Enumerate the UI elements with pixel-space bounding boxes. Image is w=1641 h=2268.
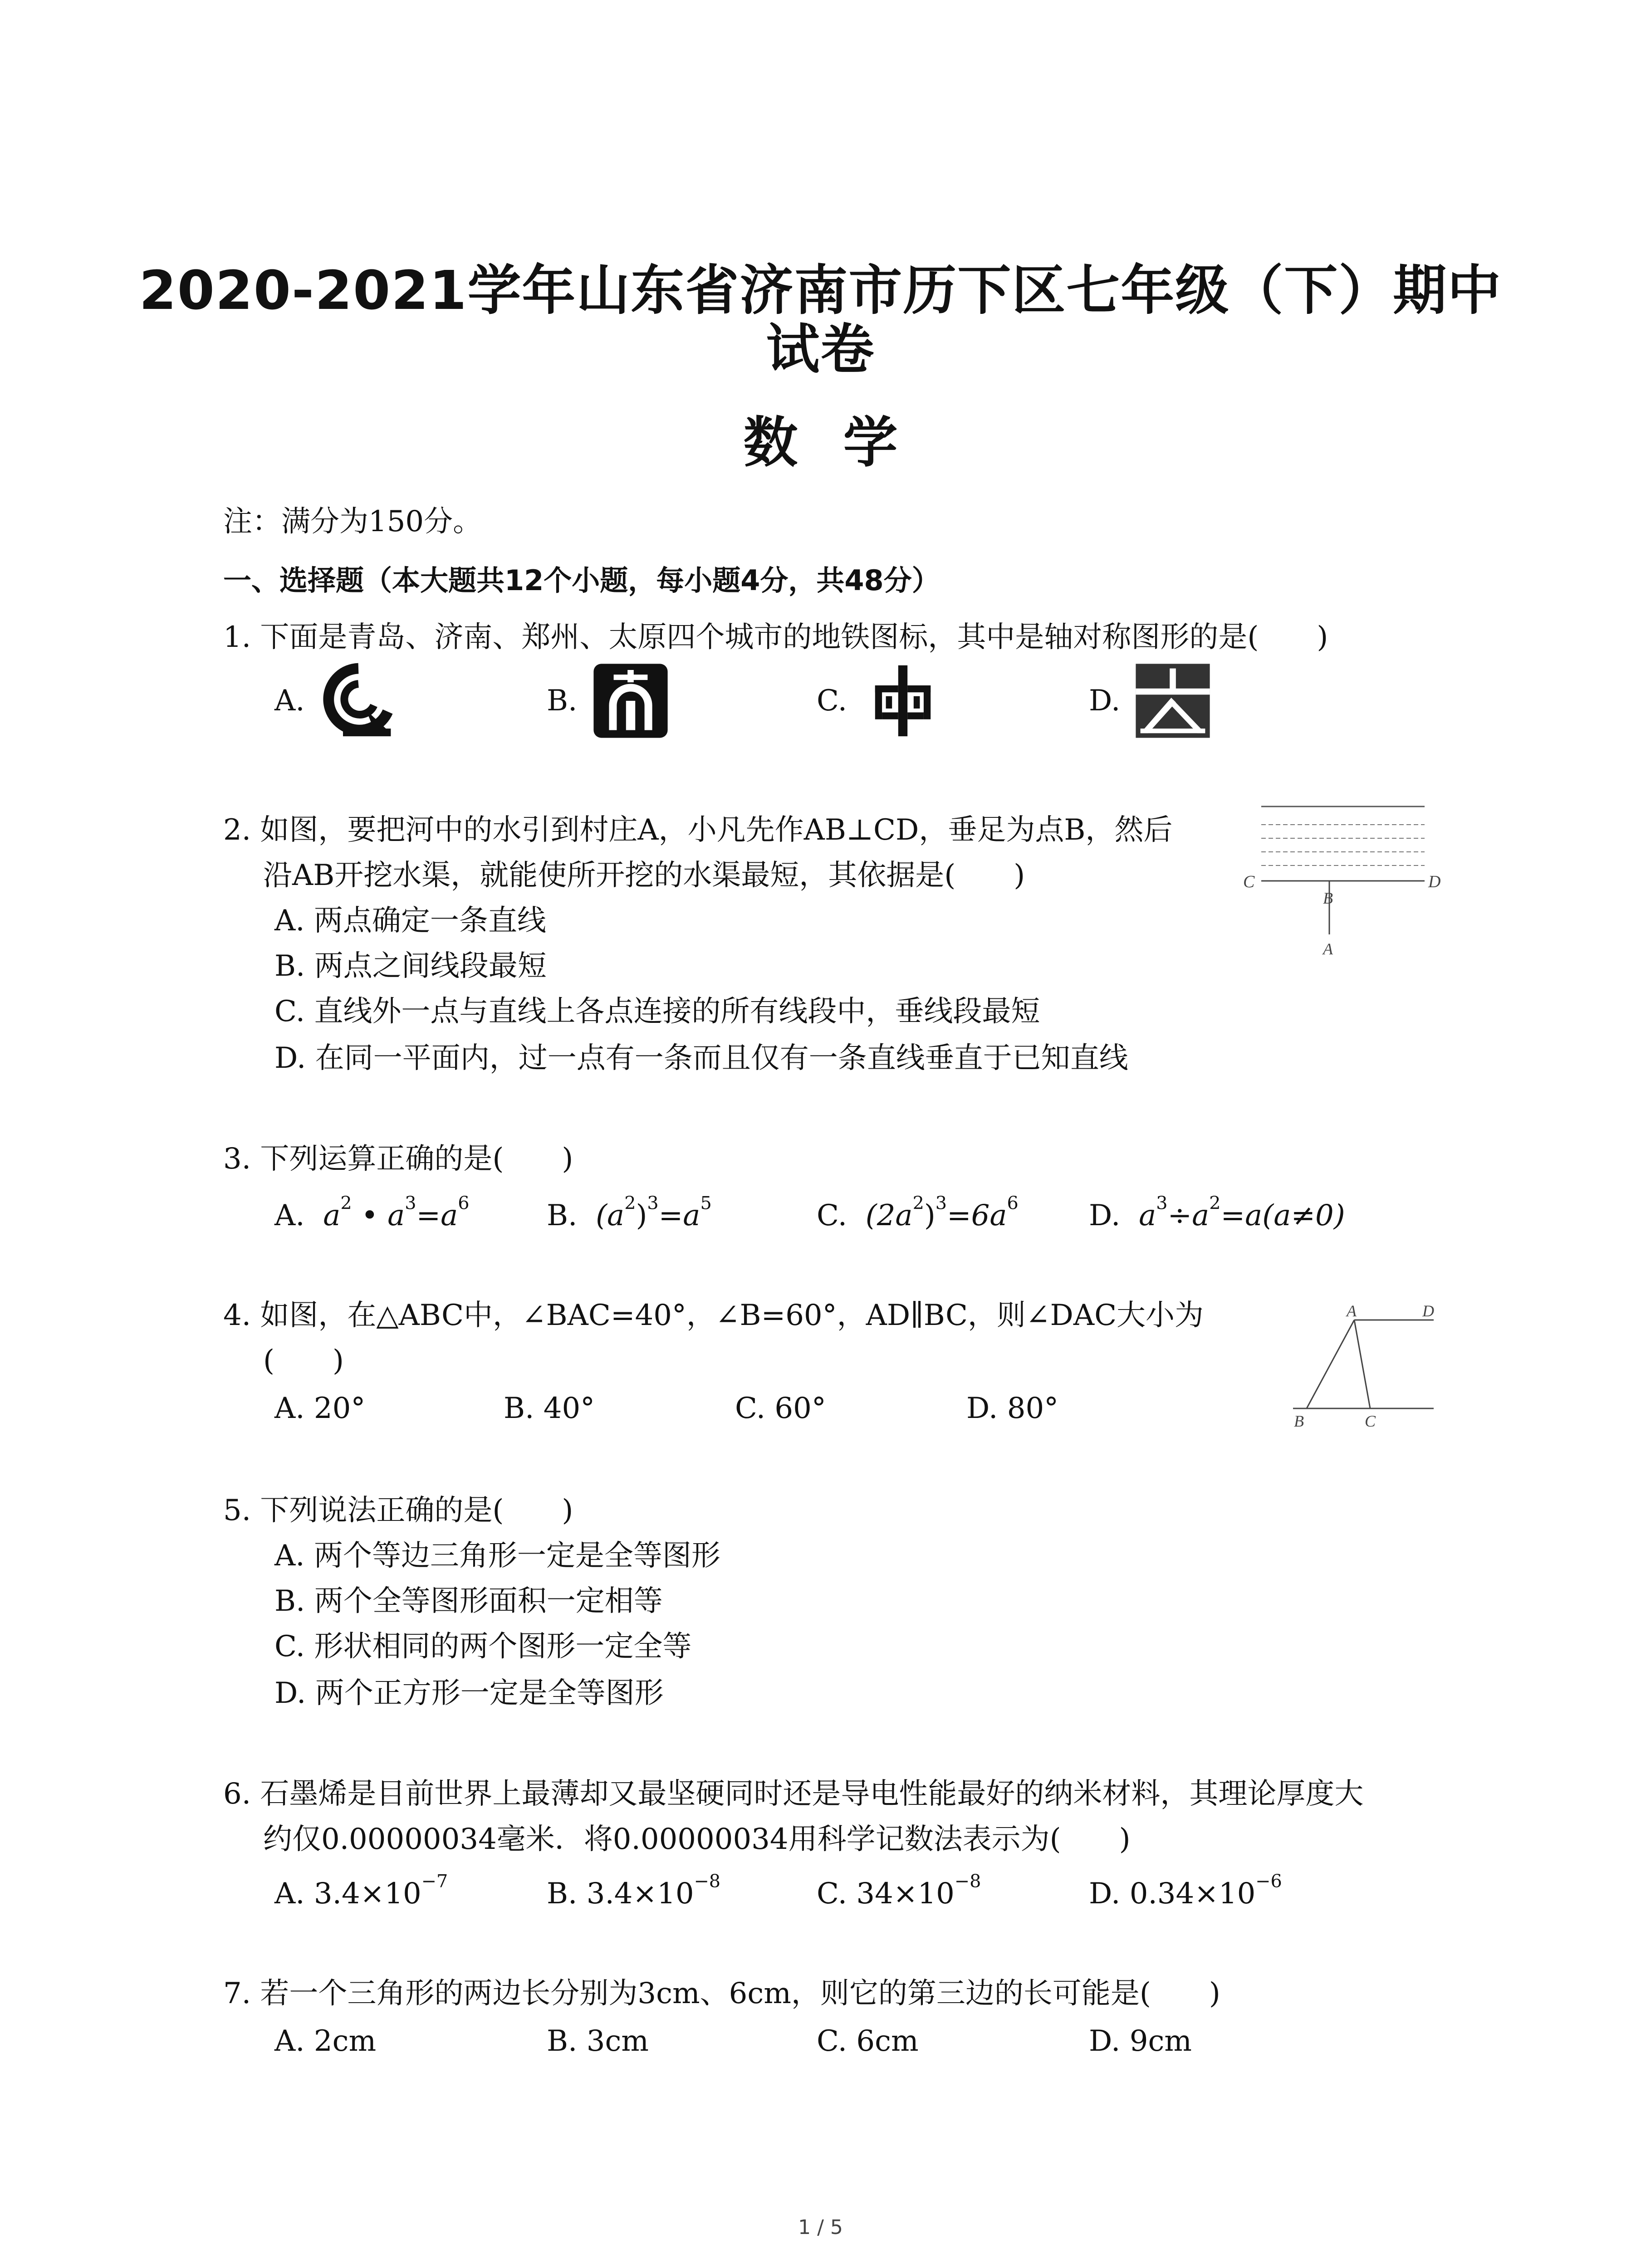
label-a: A (1347, 1302, 1357, 1320)
segment-ac (1354, 1320, 1370, 1408)
q2-option-b: B. 两点之间线段最短 (274, 949, 547, 983)
label-b: B (1323, 889, 1333, 907)
question-5-text: 5. 下列说法正确的是( ) (223, 1494, 573, 1527)
q5-option-d: D. 两个正方形一定是全等图形 (274, 1677, 664, 1710)
question-4-line2: ( ) (263, 1344, 344, 1378)
q7-option-a: A. 2cm (274, 2024, 377, 2058)
q5-option-c: C. 形状相同的两个图形一定全等 (274, 1630, 692, 1663)
jinan-metro-logo-icon (592, 662, 669, 739)
q1-option-a-label: A. (274, 684, 305, 718)
q2-option-a: A. 两点确定一条直线 (274, 904, 546, 938)
label-c: C (1243, 872, 1255, 891)
label-c: C (1365, 1412, 1376, 1430)
q4-triangle-figure (1284, 1297, 1456, 1433)
q7-option-d: D. 9cm (1089, 2024, 1192, 2058)
segment-ab (1307, 1320, 1354, 1408)
question-2-line2: 沿AB开挖水渠，就能使所开挖的水渠最短，其依据是( ) (263, 859, 1025, 892)
q2-option-c: C. 直线外一点与直线上各点连接的所有线段中，垂线段最短 (274, 995, 1040, 1028)
q6-option-b: B. $3.4\times 10^{-8}$ (547, 1871, 721, 1911)
page-number: 1 / 5 (798, 2216, 843, 2239)
label-a: A (1323, 940, 1333, 958)
q6-option-c: C. $34\times 10^{-8}$ (817, 1871, 981, 1911)
label-d: D (1428, 872, 1441, 891)
q3-option-a: A. $a^2$ • $a^3=a^6$ (274, 1193, 470, 1232)
q2-option-d: D. 在同一平面内，过一点有一条而且仅有一条直线垂直于已知直线 (274, 1041, 1128, 1075)
subject-title: 数学 (743, 411, 943, 474)
score-note: 注：满分为150分。 (223, 505, 482, 538)
exam-title-line1: 2020-2021学年山东省济南市历下区七年级（下）期中 (139, 259, 1502, 322)
qingdao-metro-logo-icon (320, 662, 397, 739)
label-d: D (1422, 1302, 1434, 1320)
q5-option-a: A. 两个等边三角形一定是全等图形 (274, 1539, 720, 1573)
q6-option-d: D. $0.34\times 10^{-6}$ (1089, 1871, 1282, 1911)
q5-option-b: B. 两个全等图形面积一定相等 (274, 1584, 663, 1618)
q1-option-d-label: D. (1089, 684, 1121, 718)
taiyuan-metro-logo-icon (1134, 662, 1211, 739)
q4-option-a: A. 20° (274, 1392, 366, 1425)
question-6-line1: 6. 石墨烯是目前世界上最薄却又最坚硬同时还是导电性能最好的纳米材料，其理论厚度大 (223, 1777, 1364, 1811)
q1-option-c-label: C. (817, 684, 847, 718)
q2-river-figure (1243, 798, 1443, 966)
q1-option-b-label: B. (547, 684, 578, 718)
zhengzhou-metro-logo-icon (864, 662, 941, 739)
q3-option-c: C. $(2a^2)^3=6a^6$ (817, 1193, 1019, 1232)
section-heading: 一、选择题（本大题共12个小题，每小题4分，共48分） (223, 564, 940, 597)
question-4-line1: 4. 如图，在△ABC中，∠BAC=40°，∠B=60°，AD∥BC，则∠DAC大小为 (223, 1299, 1204, 1332)
q4-option-c: C. 60° (735, 1392, 826, 1425)
question-6-line2: 约仅0.00000034毫米．将0.00000034用科学记数法表示为( ) (263, 1823, 1131, 1856)
question-2-line1: 2. 如图，要把河中的水引到村庄A，小凡先作AB⊥CD，垂足为点B，然后 (223, 813, 1173, 847)
q3-option-b: B. $(a^2)^3=a^5$ (547, 1193, 712, 1232)
q6-option-a: A. $3.4\times 10^{-7}$ (274, 1871, 448, 1911)
q7-option-b: B. 3cm (547, 2024, 649, 2058)
question-7-text: 7. 若一个三角形的两边长分别为3cm、6cm，则它的第三边的长可能是( ) (223, 1977, 1220, 2010)
label-b: B (1294, 1412, 1304, 1430)
question-1-text: 1. 下面是青岛、济南、郑州、太原四个城市的地铁图标，其中是轴对称图形的是( ) (223, 621, 1328, 654)
q4-option-d: D. 80° (966, 1392, 1059, 1425)
exam-title-line2: 试卷 (766, 318, 875, 381)
q3-option-d: D. $a^3\div a^2=a(a\ne 0)$ (1089, 1193, 1345, 1232)
q4-option-b: B. 40° (504, 1392, 595, 1425)
q7-option-c: C. 6cm (817, 2024, 919, 2058)
question-3-text: 3. 下列运算正确的是( ) (223, 1142, 573, 1176)
